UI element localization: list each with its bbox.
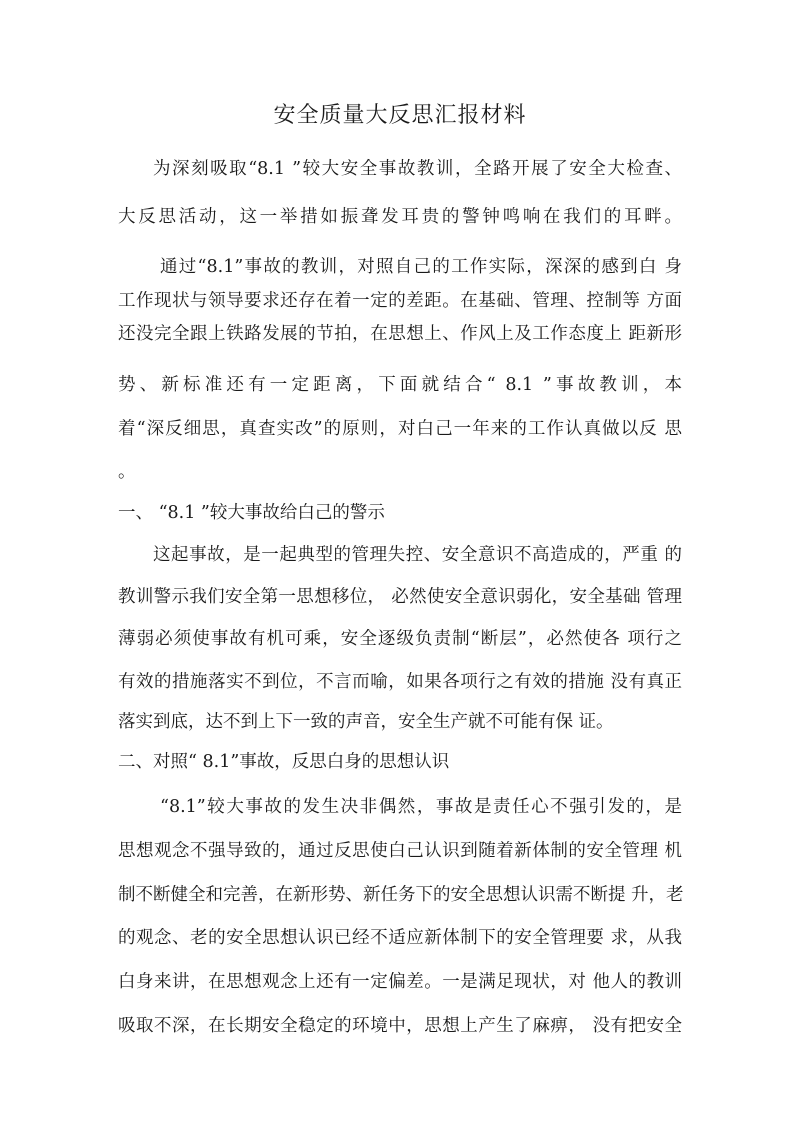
paragraph-line: 薄弱必须使事故有机可乘，安全逐级负责制“断层”，必然使各 项行之	[118, 629, 682, 649]
section-heading-1: 一、 “8.1 ”较大事故给白己的警示	[118, 503, 385, 523]
paragraph-line: 制不断健全和完善，在新形势、新任务下的安全思想认识需不断提 升，老	[118, 885, 684, 905]
paragraph-line: 落实到底，达不到上下一致的声音，安全生产就不可能有保 证。	[118, 712, 614, 732]
paragraph-line: 白身来讲，在思想观念上还有一定偏差。一是满足现状，对 他人的教训	[118, 972, 682, 992]
paragraph-line: 为深刻吸取“8.1 ”较大安全事故教训，全路开展了安全大检查、	[153, 159, 682, 179]
paragraph-line: “8.1”较大事故的发生决非偶然，事故是责任心不强引发的，是	[160, 797, 682, 817]
paragraph-line: 。	[118, 462, 136, 482]
paragraph-line: 吸取不深，在长期安全稳定的环境中，思想上产生了麻痹， 没有把安全	[118, 1016, 682, 1036]
paragraph-line: 通过“8.1”事故的教训，对照自己的工作实际，深深的感到白 身	[160, 257, 682, 277]
paragraph-line: 的观念、老的安全思想认识已经不适应新体制下的安全管理要 求，从我	[118, 928, 682, 948]
paragraph-line: 这起事故，是一起典型的管理失控、安全意识不高造成的，严重 的	[153, 545, 682, 565]
paragraph-line: 大反思活动，这一举措如振聋发耳贵的警钟鸣响在我们的耳畔。	[118, 207, 682, 227]
paragraph-line: 有效的措施落实不到位，不言而喻，如果各项行之有效的措施 没有真正	[118, 672, 682, 692]
document-title: 安全质量大反思汇报材料	[273, 103, 527, 128]
paragraph-line: 工作现状与领导要求还存在着一定的差距。在基础、管理、控制等 方面	[118, 291, 682, 311]
paragraph-line: 着“深反细思，真查实改”的原则，对白己一年来的工作认真做以反 思	[118, 419, 682, 439]
paragraph-line: 还没完全跟上铁路发展的节拍，在思想上、作风上及工作态度上 距新形	[118, 324, 682, 344]
paragraph-line: 教训警示我们安全第一思想移位， 必然使安全意识弱化，安全基础 管理	[118, 587, 682, 607]
paragraph-line: 思想观念不强导致的，通过反思使白己认识到随着新体制的安全管理 机	[118, 841, 682, 861]
paragraph-line: 势、新标准还有一定距离，下面就结合“ 8.1 ”事故教训，本	[118, 375, 682, 395]
section-heading-2: 二、对照“ 8.1”事故，反思白身的思想认识	[118, 752, 450, 772]
